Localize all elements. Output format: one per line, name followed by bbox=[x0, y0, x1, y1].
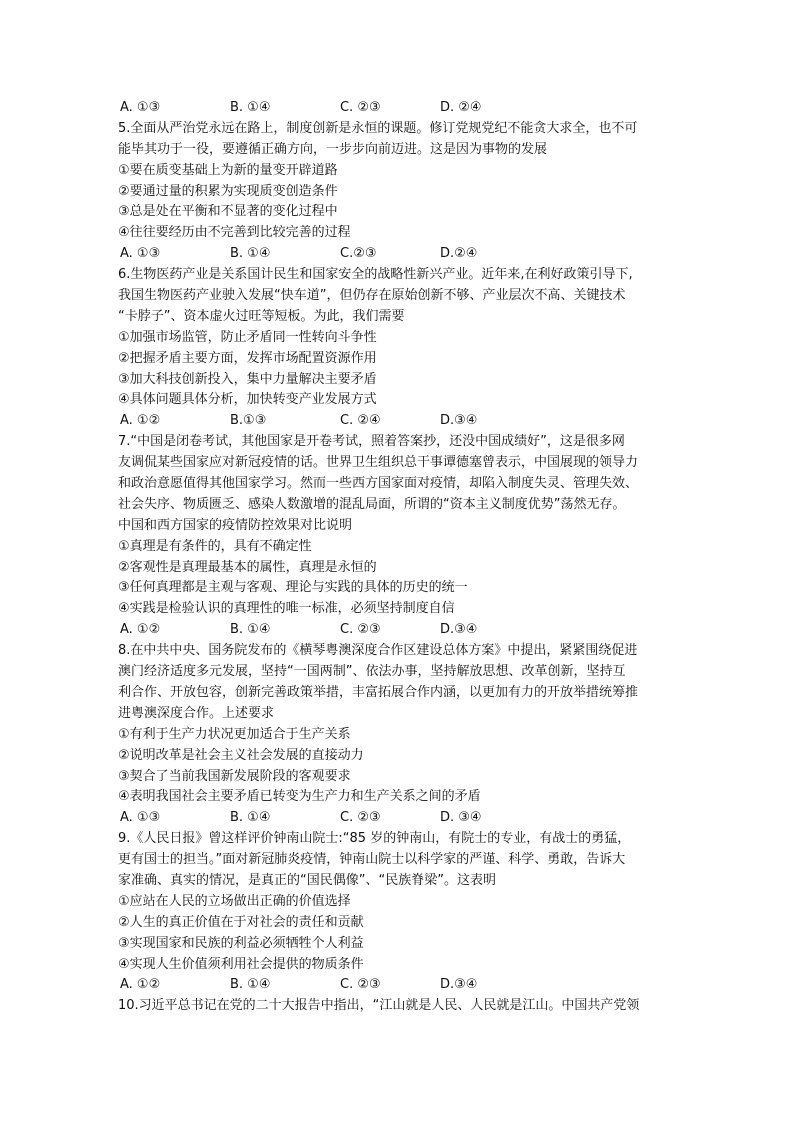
q7-option-d: D.③④ bbox=[440, 622, 478, 638]
q5-item-4: ④往往要经历由不完善到比较完善的过程 bbox=[118, 225, 351, 241]
q7-item-3: ③任何真理都是主观与客观、理论与实践的具体的历史的统一 bbox=[118, 580, 468, 596]
q8-item-2: ②说明改革是社会主义社会发展的直接动力 bbox=[118, 747, 364, 763]
q7-options bbox=[118, 620, 688, 641]
q5-item-1: ①要在质变基础上为新的量变开辟道路 bbox=[118, 162, 338, 178]
question-9 bbox=[118, 829, 688, 996]
q7-option-b: B. ①④ bbox=[230, 622, 271, 638]
q8-option-d: D. ③④ bbox=[440, 810, 482, 826]
q4-option-c: C. ②③ bbox=[340, 100, 381, 115]
q7-option-c: C. ②③ bbox=[340, 622, 381, 638]
q9-stem-line: 家准确、真实的情况，是真正的“国民偶像”、“民族脊梁”。这表明 bbox=[118, 872, 496, 888]
q8-stem-line: 利合作、开放包容，创新完善政策举措，丰富拓展合作内涵，以更加有力的开放举措统筹推 bbox=[118, 684, 639, 700]
q7-stem-line: 和政治意愿值得其他国家学习。然而一些西方国家面对疫情，却陷入制度失灵、管理失效、 bbox=[118, 476, 639, 492]
q9-option-d: D.③④ bbox=[440, 977, 478, 993]
q6-item-4: ④具体问题具体分析，加快转变产业发展方式 bbox=[118, 392, 377, 408]
q9-item-3: ③实现国家和民族的利益必须牺牲个人利益 bbox=[118, 935, 364, 951]
q8-item-3: ③契合了当前我国新发展阶段的客观要求 bbox=[118, 768, 351, 784]
q6-option-d: D.③④ bbox=[440, 413, 478, 429]
question-10 bbox=[118, 996, 688, 1017]
question-5 bbox=[118, 119, 688, 265]
q5-item-2: ②要通过量的积累为实现质变创造条件 bbox=[118, 183, 338, 199]
q6-stem-line: 我国生物医药产业驶入发展“快车道”，但仍存在原始创新不够、产业层次不高、关键技术 bbox=[118, 288, 626, 304]
q9-option-b: B. ①④ bbox=[230, 977, 271, 993]
question-8 bbox=[118, 641, 688, 829]
q6-item-1: ①加强市场监管，防止矛盾同一性转向斗争性 bbox=[118, 329, 377, 345]
q8-item-4: ④表明我国社会主要矛盾已转变为生产力和生产关系之间的矛盾 bbox=[118, 789, 481, 805]
q5-stem-line: 5.全面从严治党永远在路上，制度创新是永恒的课题。修订党规党纪不能贪大求全，也不可 bbox=[118, 120, 638, 136]
q9-options bbox=[118, 975, 688, 996]
q7-item-4: ④实践是检验认识的真理性的唯一标准，必须坚持制度自信 bbox=[118, 601, 455, 617]
q6-option-a: A. ①② bbox=[120, 413, 161, 429]
q8-options bbox=[118, 808, 688, 829]
q8-stem-line: 8.在中共中央、国务院发布的《横琴粤澳深度合作区建设总体方案》中提出，紧紧围绕促进 bbox=[118, 643, 638, 659]
q9-stem-line: 9.《人民日报》曾这样评价钟南山院士:“85 岁的钟南山，有院士的专业，有战士的勇猛， bbox=[118, 831, 631, 847]
q7-item-1: ①真理是有条件的，具有不确定性 bbox=[118, 538, 312, 554]
q4-option-b: B. ①④ bbox=[230, 100, 271, 115]
q5-option-b: B. ①④ bbox=[230, 246, 271, 262]
q6-options bbox=[118, 411, 688, 432]
q8-option-a: A. ①③ bbox=[120, 810, 161, 826]
q6-item-3: ③加大科技创新投入，集中力量解决主要矛盾 bbox=[118, 371, 377, 387]
exam-content bbox=[118, 98, 688, 1017]
q7-stem-line: 中国和西方国家的疫情防控效果对比说明 bbox=[118, 517, 353, 533]
q6-option-b: B.①③ bbox=[230, 413, 267, 429]
q7-stem-line: 7.“中国是闭卷考试，其他国家是开卷考试，照着答案抄，还没中国成绩好”，这是很多网 bbox=[118, 434, 625, 450]
q9-option-c: C. ②③ bbox=[340, 977, 381, 993]
q4-option-a: A. ①③ bbox=[120, 100, 161, 115]
q8-option-b: B. ①④ bbox=[230, 810, 271, 826]
question-7 bbox=[118, 432, 688, 641]
q9-option-a: A. ①② bbox=[120, 977, 161, 993]
q7-option-a: A. ①② bbox=[120, 622, 161, 638]
q5-options bbox=[118, 244, 688, 265]
q7-stem-line: 社会失序、物质匮乏、感染人数激增的混乱局面，所谓的“资本主义制度优势”荡然无存。 bbox=[118, 496, 626, 512]
q9-stem-line: 更有国士的担当。”面对新冠肺炎疫情，钟南山院士以科学家的严谨、科学、勇敢，告诉大 bbox=[118, 852, 626, 868]
q4-option-d: D. ②④ bbox=[440, 100, 482, 115]
q9-item-2: ②人生的真正价值在于对社会的责任和贡献 bbox=[118, 914, 364, 930]
q7-item-2: ②客观性是真理最基本的属性，真理是永恒的 bbox=[118, 559, 377, 575]
q5-option-c: C.②③ bbox=[340, 246, 377, 262]
q6-stem-line: “卡脖子”、资本虚火过旺等短板。为此，我们需要 bbox=[118, 308, 405, 324]
q5-item-3: ③总是处在平衡和不显著的变化过程中 bbox=[118, 204, 338, 220]
q7-stem-line: 友调侃某些国家应对新冠疫情的话。世界卫生组织总干事谭德塞曾表示，中国展现的领导力 bbox=[118, 455, 639, 471]
q9-item-1: ①应站在人民的立场做出正确的价值选择 bbox=[118, 893, 351, 909]
q4-options bbox=[118, 98, 688, 119]
q8-stem-line: 进粤澳深度合作。上述要求 bbox=[118, 705, 275, 721]
q9-item-4: ④实现人生价值须利用社会提供的物质条件 bbox=[118, 956, 364, 972]
q8-stem-line: 澳门经济适度多元发展，坚持“一国两制”、依法办事，坚持解放思想、改革创新，坚持互 bbox=[118, 664, 626, 680]
q8-item-1: ①有利于生产力状况更加适合于生产关系 bbox=[118, 726, 351, 742]
q6-option-c: C. ②④ bbox=[340, 413, 381, 429]
q6-item-2: ②把握矛盾主要方面，发挥市场配置资源作用 bbox=[118, 350, 377, 366]
q5-stem-line: 能毕其功于一役，要遵循正确方向，一步步向前迈进。这是因为事物的发展 bbox=[118, 141, 548, 157]
q5-option-d: D.②④ bbox=[440, 246, 478, 262]
q8-option-c: C. ②③ bbox=[340, 810, 381, 826]
q5-option-a: A. ①③ bbox=[120, 246, 161, 262]
q10-stem-line: 10.习近平总书记在党的二十大报告中指出，“江山就是人民、人民就是江山。中国共产党领 bbox=[118, 998, 640, 1014]
q6-stem-line: 6.生物医药产业是关系国计民生和国家安全的战略性新兴产业。近年来,在利好政策引导下, bbox=[118, 267, 633, 283]
question-6 bbox=[118, 265, 688, 432]
